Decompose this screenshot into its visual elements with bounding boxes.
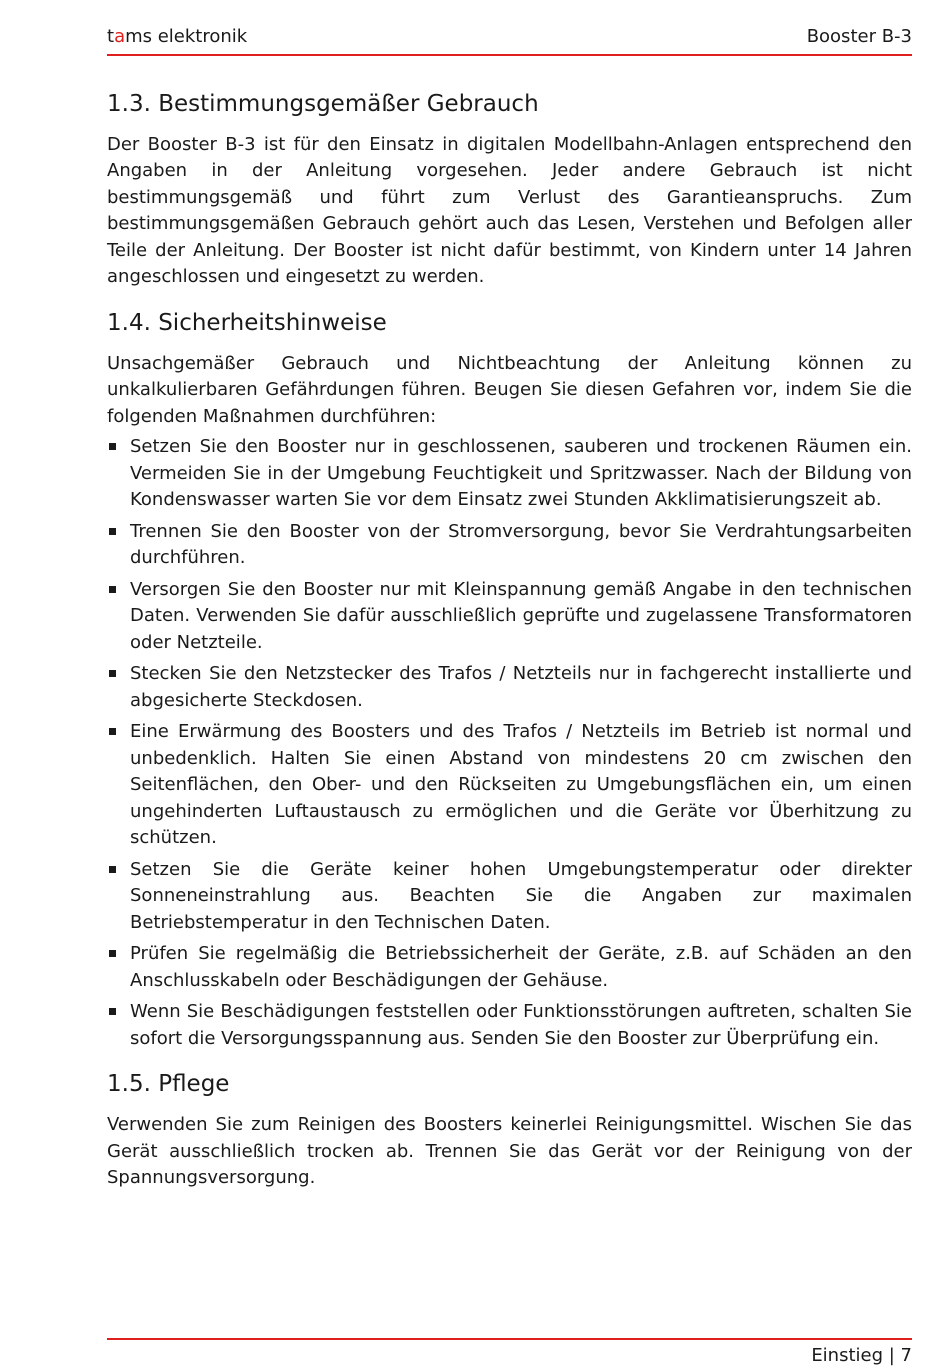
page-content bbox=[107, 90, 912, 1210]
section-paragraph: Der Booster B-3 ist für den Einsatz in digitalen Modellbahn-Anlagen entsprechend den Angaben in der Anleitung vorgesehen. Jeder andere Gebrauch ist nicht bestimmungsgemäß und führt zum Verlust des Garantieanspruchs. Zum bestimmungsgemäßen Gebrauch gehört auch das Lesen, Verstehen und Befolgen aller Teile der Anleitung. Der Booster ist nicht dafür bestimmt, von Kindern unter 14 Jahren angeschlossen und eingesetzt zu werden. bbox=[107, 133, 912, 288]
list-item-text: Setzen Sie den Booster nur in geschlossenen, sauberen und trockenen Räumen ein. Vermeiden Sie in der Umgebung Feuchtigkeit und Spritzwasser. Nach der Bildung von Kondenswasser warten Sie vor dem Einsatz zwei Stunden Akklimatisierungszeit ab. bbox=[130, 436, 912, 511]
section-heading: 1.3. Bestimmungsgemäßer Gebrauch bbox=[107, 91, 539, 117]
brand-logo-text: tams elektronik bbox=[107, 26, 248, 47]
list-item-text: Prüfen Sie regelmäßig die Betriebssicherheit der Geräte, z.B. auf Schäden an den Anschlusskabeln oder Beschädigungen der Gehäuse. bbox=[130, 943, 912, 991]
list-item-text: Setzen Sie die Geräte keiner hohen Umgebungstemperatur oder direkter Sonneneinstrahlung aus. Beachten Sie die Angaben zur maximalen Betriebstemperatur in den Technischen Daten. bbox=[130, 858, 912, 933]
bullet-square-icon bbox=[109, 443, 116, 450]
list-item-text: Trennen Sie den Booster von der Stromversorgung, bevor Sie Verdrahtungsarbeiten durchführen. bbox=[130, 520, 912, 569]
section-paragraph: Unsachgemäßer Gebrauch und Nichtbeachtung der Anleitung können zu unkalkulierbaren Gefährdungen führen. Beugen Sie diesen Gefahren vor, indem Sie die folgenden Maßnahmen durchführen: bbox=[107, 352, 912, 427]
bullet-square-icon bbox=[109, 670, 116, 677]
list-item bbox=[107, 577, 912, 657]
section-paragraph: Verwenden Sie zum Reinigen des Boosters keinerlei Reinigungsmittel. Wischen Sie das Gerät ausschließlich trocken ab. Trennen Sie das Gerät vor der Reinigung von der Spannungsversorgung. bbox=[107, 1114, 912, 1189]
bullet-square-icon bbox=[109, 728, 116, 735]
section-heading: 1.4. Sicherheitshinweise bbox=[107, 309, 387, 336]
safety-list bbox=[107, 434, 912, 1052]
document-title: Booster B-3 bbox=[806, 26, 912, 47]
page-footer-label: Einstieg | 7 bbox=[811, 1345, 912, 1366]
header-divider bbox=[107, 54, 912, 56]
list-item bbox=[107, 941, 912, 994]
list-item-text: Versorgen Sie den Booster nur mit Kleinspannung gemäß Angabe in den technischen Daten. Verwenden Sie dafür ausschließlich geprüfte und zugelassene Transformatoren oder Netzteile. bbox=[130, 578, 912, 653]
section-intended-use bbox=[107, 90, 912, 291]
section-heading: 1.5. Pflege bbox=[107, 1071, 230, 1098]
list-item bbox=[107, 519, 912, 572]
section-safety-notes bbox=[107, 309, 912, 1052]
page-header bbox=[107, 26, 912, 54]
list-item bbox=[107, 999, 912, 1052]
list-item bbox=[107, 434, 912, 514]
bullet-square-icon bbox=[109, 586, 116, 593]
list-item bbox=[107, 661, 912, 714]
section-care bbox=[107, 1070, 912, 1191]
bullet-square-icon bbox=[109, 528, 116, 535]
list-item-text: Stecken Sie den Netzstecker des Trafos / Netzteils nur in fachgerecht installierte und abgesicherte Steckdosen. bbox=[130, 663, 912, 711]
list-item-text: Wenn Sie Beschädigungen feststellen oder Funktionsstörungen auftreten, schalten Sie sofort die Versorgungsspannung aus. Senden Sie den Booster zur Überprüfung ein. bbox=[130, 1001, 912, 1049]
bullet-square-icon bbox=[109, 866, 116, 873]
list-item bbox=[107, 857, 912, 937]
footer-divider bbox=[107, 1338, 912, 1340]
bullet-square-icon bbox=[109, 1008, 116, 1015]
list-item-text: Eine Erwärmung des Boosters und des Trafos / Netzteils im Betrieb ist normal und unbedenklich. Halten Sie einen Abstand von mindestens 20 cm zwischen den Seitenflächen, den Ober- und den Rückseiten zu Umgebungsflächen ein, um einen ungehinderten Luftaustausch zu ermöglichen und die Geräte vor Überhitzung zu schützen. bbox=[130, 721, 912, 849]
list-item bbox=[107, 719, 912, 852]
bullet-square-icon bbox=[109, 950, 116, 957]
